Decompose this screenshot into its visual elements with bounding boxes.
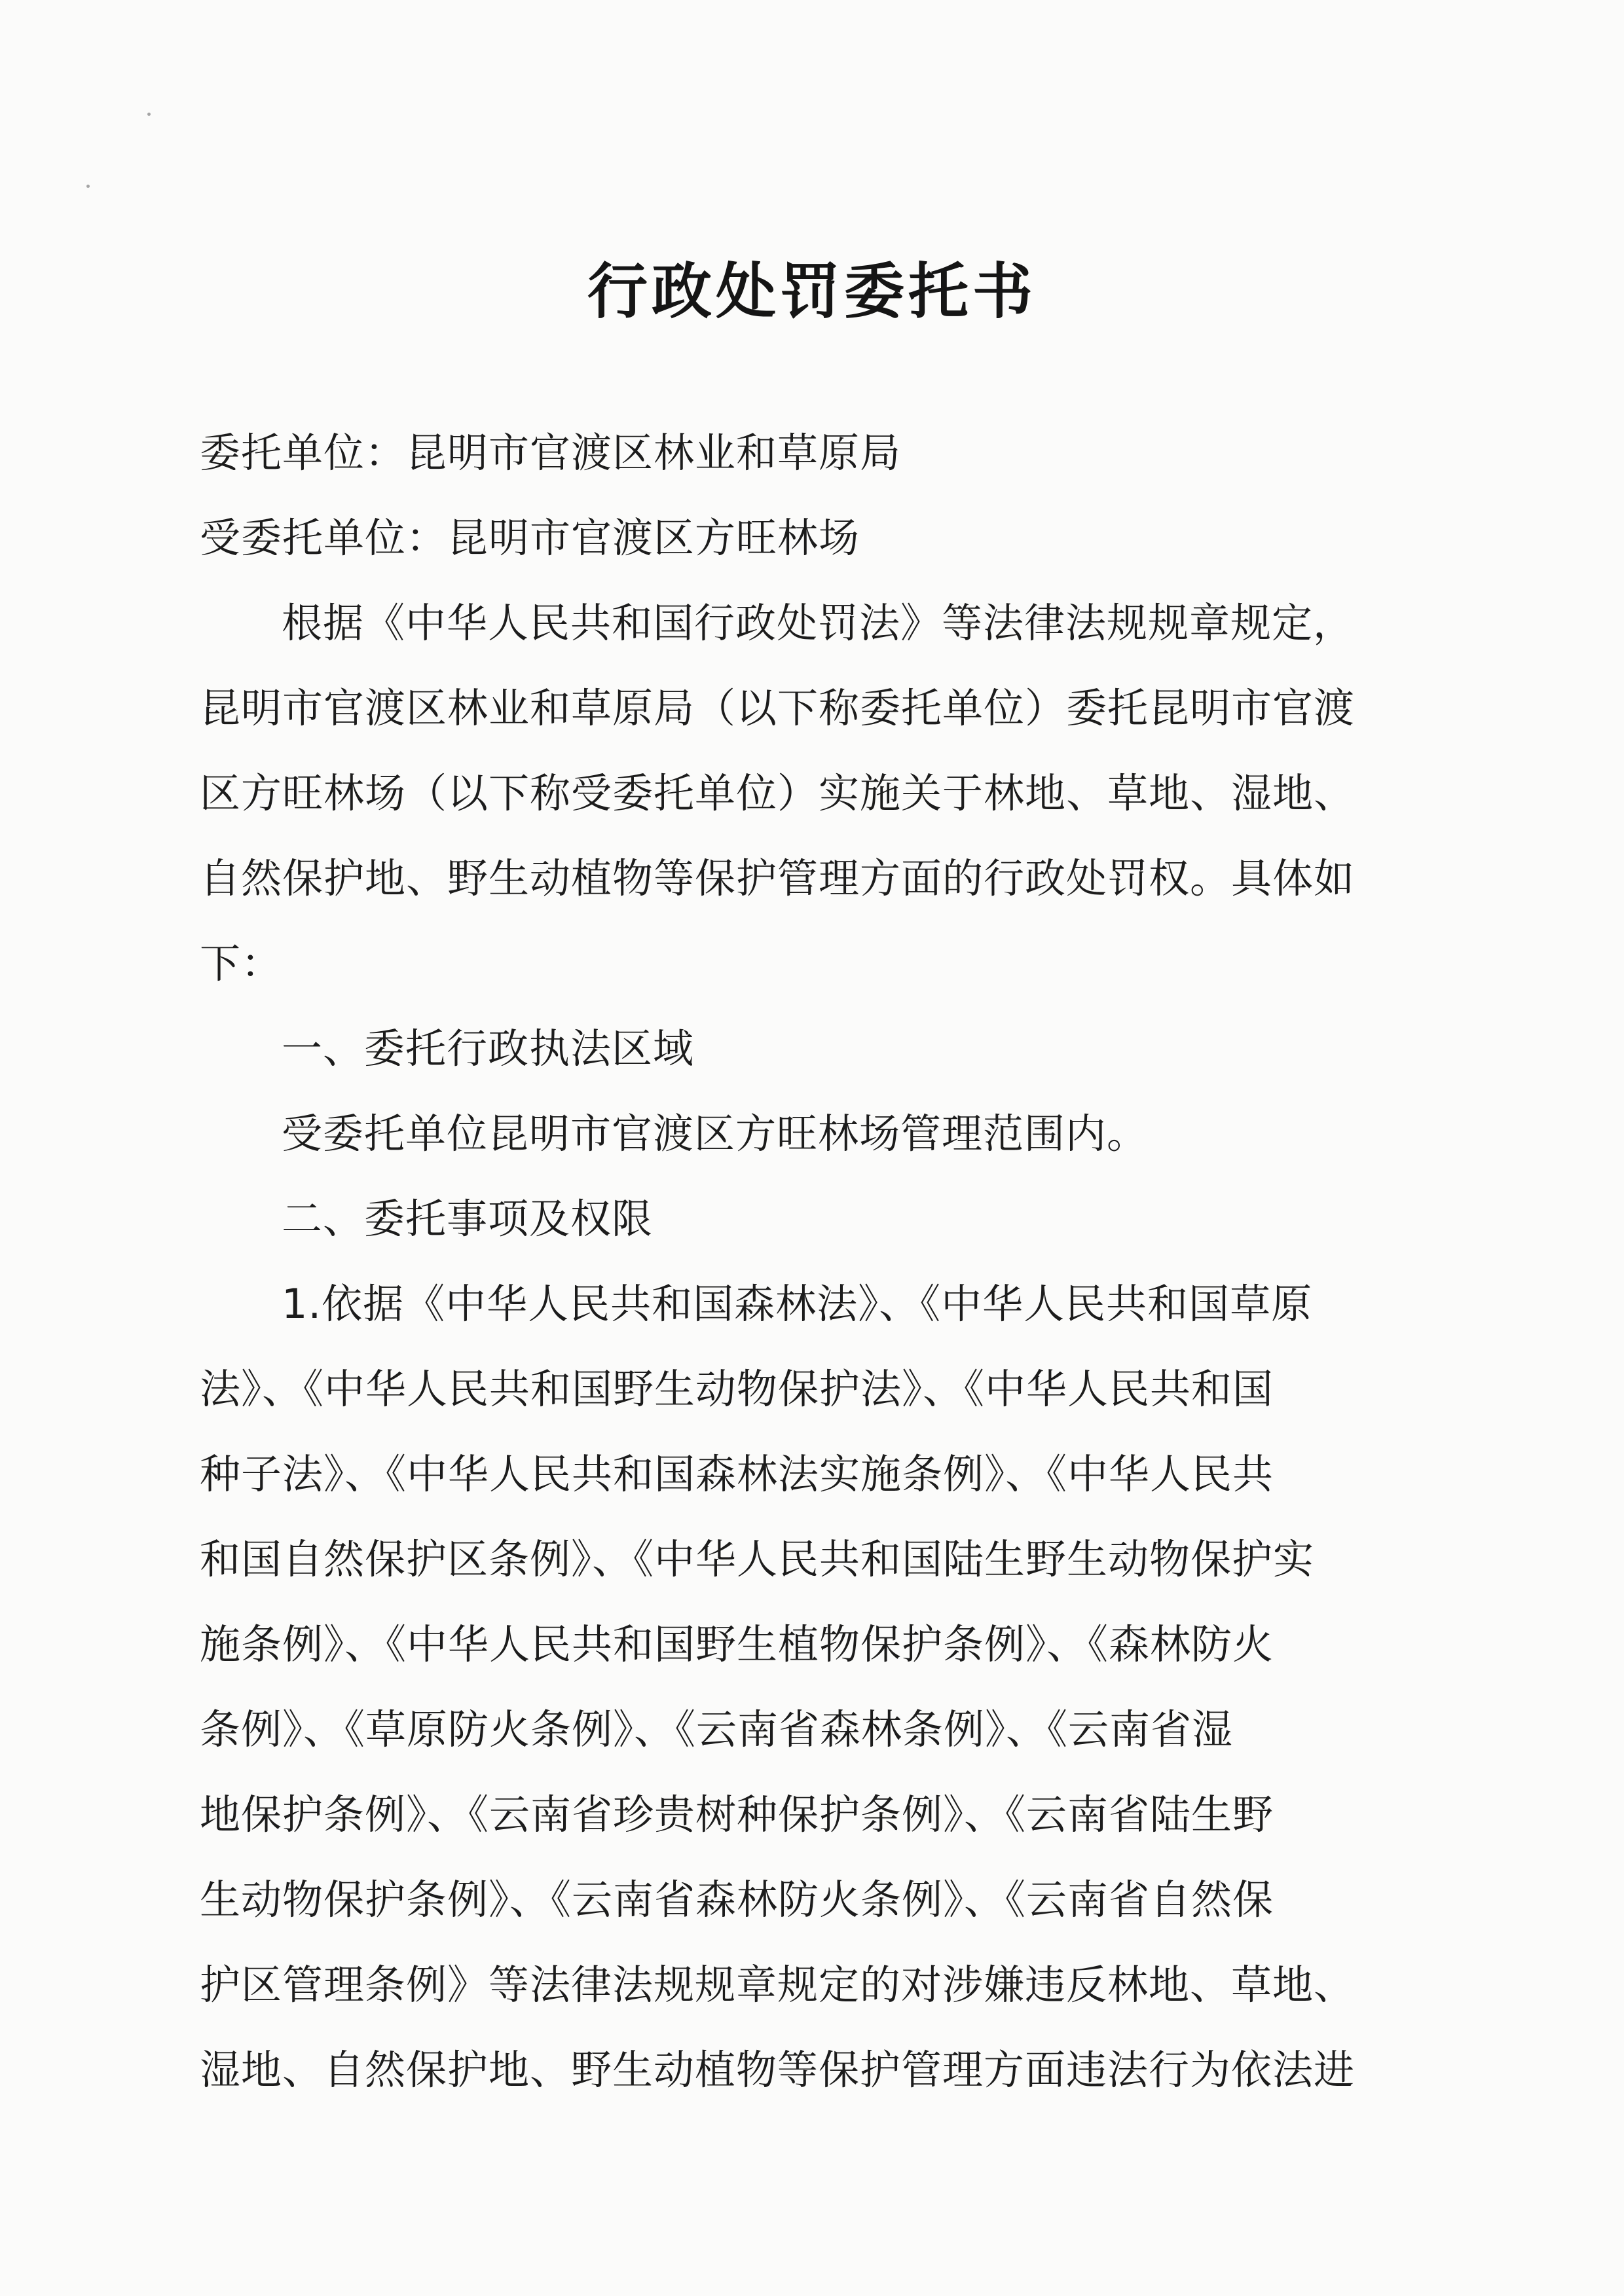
body-line: 湿地、自然保护地、野生动植物等保护管理方面违法行为依法进 xyxy=(200,2046,1356,2094)
scan-speck xyxy=(86,185,90,188)
body-line: 条例》、《草原防火条例》、《云南省森林条例》、《云南省湿 xyxy=(200,1705,1234,1753)
body-line: 区方旺林场（以下称受委托单位）实施关于林地、草地、湿地、 xyxy=(200,769,1356,817)
entrusting-party: 委托单位：昆明市官渡区林业和草原局 xyxy=(200,429,902,477)
body-line: 根据《中华人民共和国行政处罚法》等法律法规规章规定， xyxy=(282,599,1355,647)
entrusted-party: 受委托单位：昆明市官渡区方旺林场 xyxy=(200,514,860,562)
body-line: 1.依据《中华人民共和国森林法》、《中华人民共和国草原 xyxy=(282,1280,1313,1328)
body-line: 昆明市官渡区林业和草原局（以下称委托单位）委托昆明市官渡 xyxy=(200,684,1356,732)
body-line: 法》、《中华人民共和国野生动物保护法》、《中华人民共和国 xyxy=(200,1365,1274,1413)
body-line: 下： xyxy=(200,939,283,987)
body-line: 生动物保护条例》、《云南省森林防火条例》、《云南省自然保 xyxy=(200,1876,1274,1923)
body-line: 受委托单位昆明市官渡区方旺林场管理范围内。 xyxy=(282,1110,1149,1157)
body-line: 地保护条例》、《云南省珍贵树种保护条例》、《云南省陆生野 xyxy=(200,1791,1274,1838)
body-line: 自然保护地、野生动植物等保护管理方面的行政处罚权。具体如 xyxy=(200,854,1356,902)
body-line: 和国自然保护区条例》、《中华人民共和国陆生野生动物保护实 xyxy=(200,1535,1315,1583)
section-heading: 一、委托行政执法区域 xyxy=(282,1025,695,1072)
document-title: 行政处罚委托书 xyxy=(587,256,1037,327)
body-line: 种子法》、《中华人民共和国森林法实施条例》、《中华人民共 xyxy=(200,1450,1274,1498)
body-line: 施条例》、《中华人民共和国野生植物保护条例》、《森林防火 xyxy=(200,1620,1274,1668)
body-line: 护区管理条例》等法律法规规章规定的对涉嫌违反林地、草地、 xyxy=(200,1961,1356,2009)
section-heading: 二、委托事项及权限 xyxy=(282,1195,654,1243)
scan-speck xyxy=(147,113,151,116)
